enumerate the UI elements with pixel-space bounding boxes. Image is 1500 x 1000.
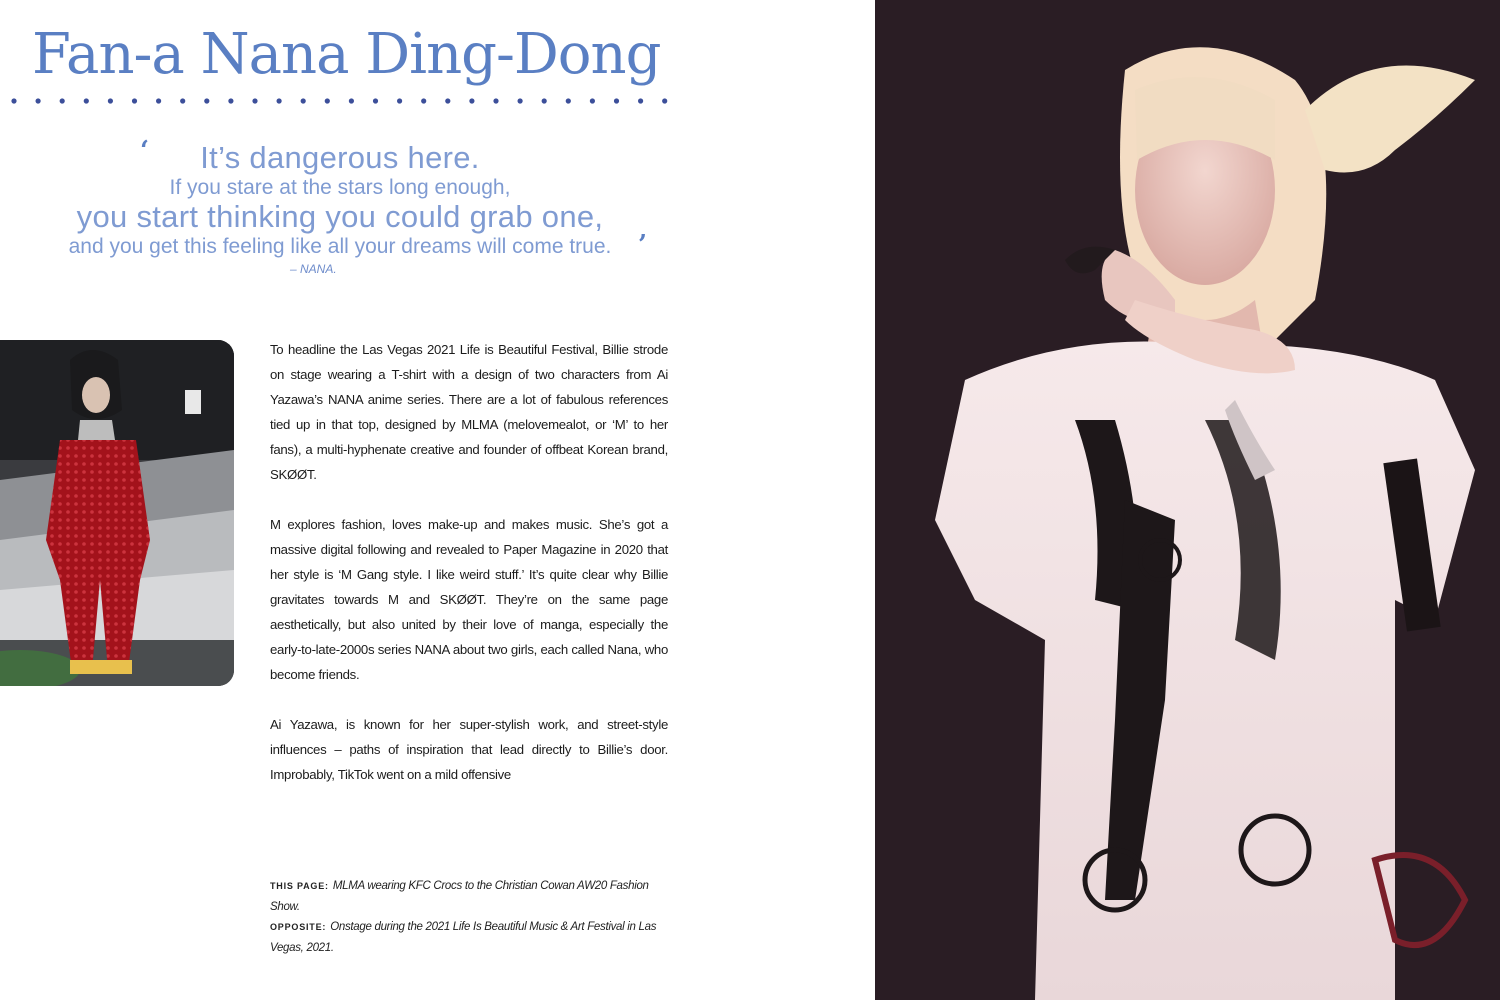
divider-dot bbox=[638, 98, 643, 103]
divider-dot bbox=[36, 98, 41, 103]
photo-captions bbox=[270, 876, 668, 958]
quote-attribution: – NANA. bbox=[290, 262, 337, 276]
inset-photo-mlma bbox=[0, 340, 234, 686]
article-paragraph-3: Ai Yazawa, is known for her super-stylish work, and street-style influences – paths of inspiration that lead directly to Billie’s door. Improbably, TikTok went on a mild offensive bbox=[270, 717, 668, 782]
divider-dot bbox=[252, 98, 257, 103]
divider-dot bbox=[445, 98, 450, 103]
caption-this-page-text: MLMA wearing KFC Crocs to the Christian Cowan AW20 Fashion Show. bbox=[270, 880, 649, 913]
caption-this-page-label: THIS PAGE: bbox=[270, 881, 329, 891]
divider-dot bbox=[542, 98, 547, 103]
divider-dot bbox=[180, 98, 185, 103]
divider-dot bbox=[349, 98, 354, 103]
divider-dot bbox=[108, 98, 113, 103]
divider-dot bbox=[84, 98, 89, 103]
divider-dot bbox=[566, 98, 571, 103]
quote-line-1: It’s dangerous here. bbox=[200, 140, 480, 175]
divider-dot bbox=[662, 98, 667, 103]
divider-dot bbox=[590, 98, 595, 103]
divider-dot bbox=[11, 98, 16, 103]
article-paragraph-2: M explores fashion, loves make-up and makes music. She’s got a massive digital following and revealed to Paper Magazine in 2020 that her style is ‘M Gang style. I like weird stuff.’ It’s quite clear why Billie gravitates towards M and SKØØT. They’re on the same page aesthetically, but also united by their love of manga, especially the early-to-late-2000s series NANA about two girls, each called Nana, who become friends. bbox=[270, 517, 668, 682]
article-paragraph-1: To headline the Las Vegas 2021 Life is Beautiful Festival, Billie strode on stage wearing a T-shirt with a design of two characters from Ai Yazawa’s NANA anime series. There are a lot of fabulous references tied up in that top, designed by MLMA (melovemealot, or ‘M’ to her fans), a multi-hyphenate creative and founder of offbeat Korean brand, SKØØT. bbox=[270, 342, 668, 482]
caption-opposite-text: Onstage during the 2021 Life Is Beautiful Music & Art Festival in Las Vegas, 2021. bbox=[270, 921, 657, 954]
quote-line-4: and you get this feeling like all your dreams will come true. bbox=[68, 235, 612, 258]
divider-dot bbox=[421, 98, 426, 103]
caption-this-page bbox=[270, 876, 668, 917]
divider-dot bbox=[204, 98, 209, 103]
concert-photo-billie bbox=[875, 0, 1500, 1000]
divider-dot bbox=[614, 98, 619, 103]
divider-dot bbox=[301, 98, 306, 103]
quote-line-3: you start thinking you could grab one, bbox=[76, 199, 604, 234]
divider-dot bbox=[493, 98, 498, 103]
dotted-divider bbox=[8, 94, 674, 108]
divider-dot bbox=[228, 98, 233, 103]
article-body bbox=[270, 337, 668, 812]
caption-opposite-label: OPPOSITE: bbox=[270, 922, 327, 932]
divider-dot bbox=[373, 98, 378, 103]
divider-dot bbox=[397, 98, 402, 103]
divider-dot bbox=[469, 98, 474, 103]
divider-dot bbox=[60, 98, 65, 103]
quote-line-2: If you stare at the stars long enough, bbox=[169, 176, 511, 199]
divider-dot bbox=[156, 98, 161, 103]
divider-dot bbox=[325, 98, 330, 103]
open-quote-mark: ‘ bbox=[140, 136, 150, 166]
divider-dot bbox=[518, 98, 523, 103]
divider-dot bbox=[132, 98, 137, 103]
pull-quote bbox=[0, 136, 680, 276]
divider-dot bbox=[277, 98, 282, 103]
close-quote-mark: ’ bbox=[638, 230, 648, 260]
article-title: Fan-a Nana Ding-Dong bbox=[32, 22, 661, 87]
caption-opposite bbox=[270, 917, 668, 958]
